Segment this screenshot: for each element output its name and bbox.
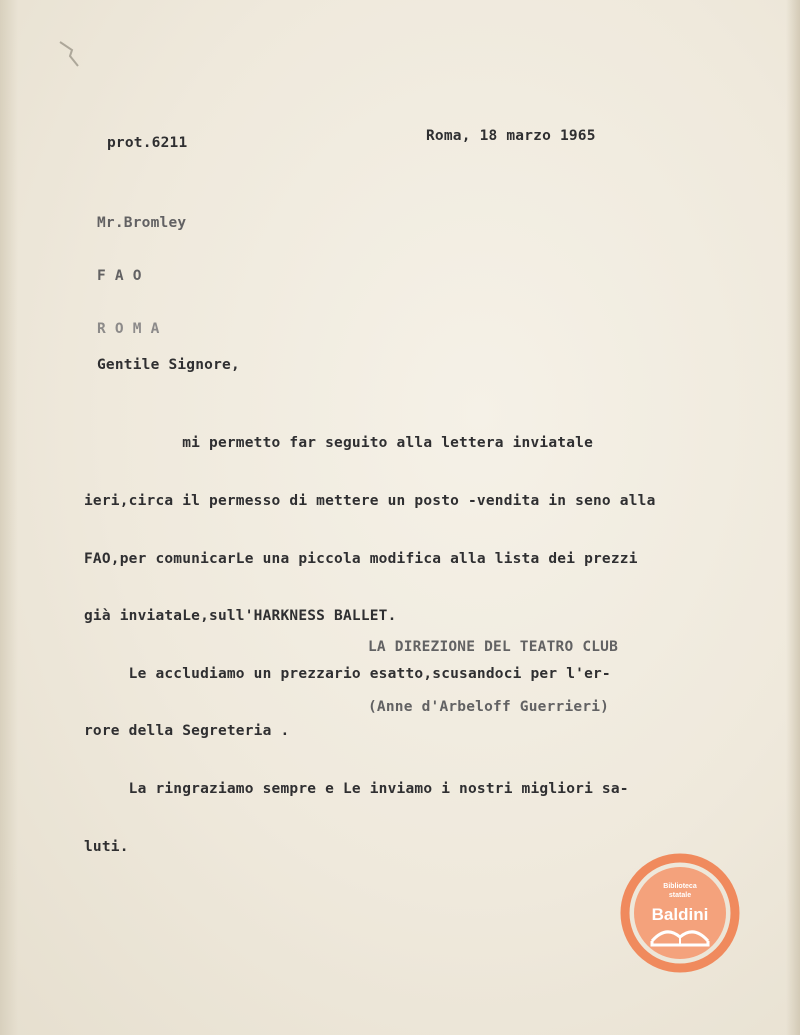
corner-smudge [58, 40, 80, 68]
recipient-line: F A O [97, 268, 142, 284]
protocol-number: prot.6211 [107, 135, 188, 151]
letter-date: Roma, 18 marzo 1965 [426, 128, 596, 144]
body-line: Le accludiamo un prezzario esatto,scusandoci per l'er- [84, 665, 611, 682]
body-line: FAO,per comunicarLe una piccola modifica alla lista dei prezzi [84, 550, 638, 567]
body-line: La ringraziamo sempre e Le inviamo i nostri migliori sa- [84, 781, 629, 798]
body-line: luti. [84, 838, 129, 855]
library-stamp [620, 853, 740, 973]
body-line: già inviataLe,sull'HARKNESS BALLET. [84, 608, 397, 625]
signature-org: LA DIREZIONE DEL TEATRO CLUB [368, 639, 619, 655]
signature-person: (Anne d'Arbeloff Guerrieri) [368, 699, 610, 715]
signature-block [368, 597, 618, 757]
stamp-line2: statale [668, 892, 692, 899]
stamp-line1: Biblioteca [663, 883, 697, 890]
salutation: Gentile Signore, [97, 357, 240, 373]
stamp-name: Baldini [651, 905, 709, 924]
body-line: rore della Segreteria . [84, 723, 290, 740]
recipient-address [97, 181, 186, 374]
recipient-line: R O M A [97, 321, 160, 337]
body-line: ieri,circa il permesso di mettere un posto -vendita in seno alla [84, 493, 656, 510]
recipient-line: Mr.Bromley [97, 215, 187, 231]
body-line: mi permetto far seguito alla lettera inviatale [84, 435, 593, 452]
